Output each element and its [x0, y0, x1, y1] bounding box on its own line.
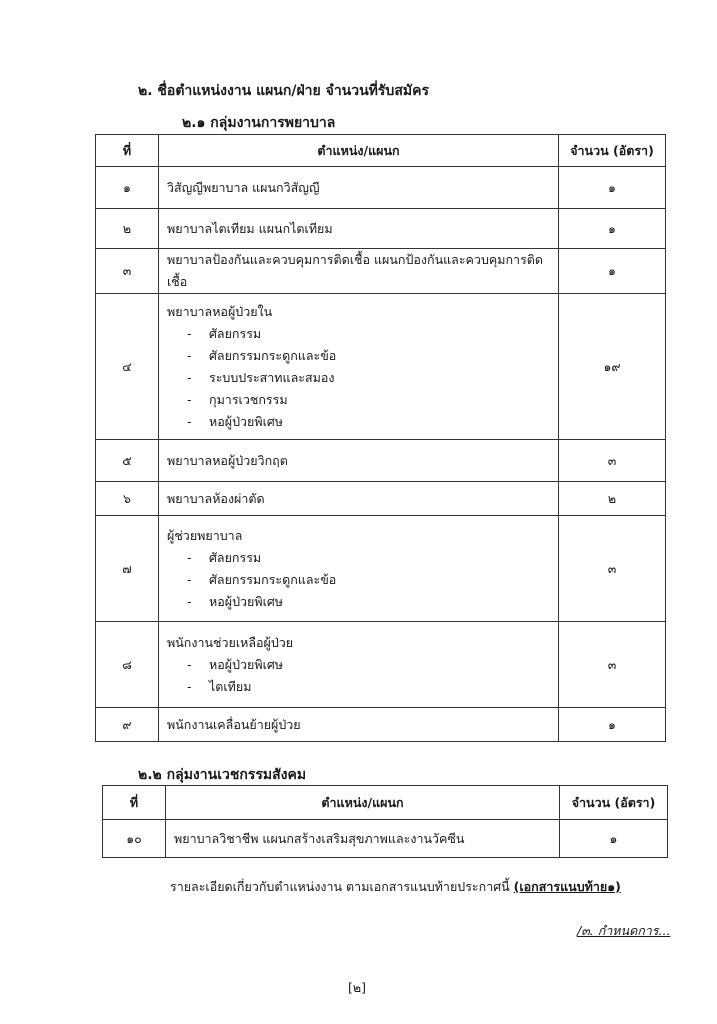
sub-department-label: ศัลยกรรมกระดูกและข้อ — [209, 571, 337, 587]
table-row — [96, 622, 666, 708]
table-row — [96, 294, 666, 440]
sub-department-list — [167, 323, 550, 433]
sub-department-item — [187, 654, 550, 676]
bullet-dash: - — [187, 656, 192, 672]
bullet-dash: - — [187, 325, 192, 341]
table-row — [96, 249, 666, 294]
bullet-dash: - — [187, 369, 192, 385]
row-count: ๑ — [559, 708, 666, 742]
row-position — [159, 622, 559, 708]
sub-department-item — [187, 345, 550, 367]
position-title: พนักงานช่วยเหลือผู้ป่วย — [167, 634, 294, 650]
row-number: ๒ — [96, 209, 159, 249]
table-row — [96, 440, 666, 482]
row-count: ๑๙ — [559, 294, 666, 440]
row-number: ๑๐ — [103, 820, 166, 858]
row-number: ๑ — [96, 167, 159, 209]
sub-department-item — [187, 547, 550, 569]
bullet-dash: - — [187, 571, 192, 587]
table-row — [96, 167, 666, 209]
sub-department-item — [187, 676, 550, 698]
position-title: พยาบาลห้องผ่าตัด — [167, 490, 265, 506]
table-row — [96, 516, 666, 622]
row-number: ๖ — [96, 482, 159, 516]
row-count: ๑ — [559, 167, 666, 209]
table-row — [103, 820, 668, 858]
bullet-dash: - — [187, 347, 192, 363]
bullet-dash: - — [187, 413, 192, 429]
row-count: ๑ — [560, 820, 668, 858]
row-position — [159, 440, 559, 482]
details-note — [170, 877, 621, 897]
sub-department-label: ไตเทียม — [209, 678, 252, 694]
sub-department-item — [187, 569, 550, 591]
sub-department-item — [187, 367, 550, 389]
position-title: วิสัญญีพยาบาล แผนกวิสัญญี — [167, 179, 320, 195]
row-count: ๓ — [559, 516, 666, 622]
sub-department-label: หอผู้ป่วยพิเศษ — [209, 656, 284, 672]
table-row — [96, 708, 666, 742]
sub-department-list — [167, 654, 550, 698]
table-header-row — [103, 786, 668, 820]
row-position — [159, 482, 559, 516]
bullet-dash: - — [187, 678, 192, 694]
positions-table-nursing — [95, 134, 666, 742]
attachment-reference: (เอกสารแนบท้าย๑) — [513, 879, 621, 894]
header-no: ที่ — [103, 786, 166, 820]
next-page-continuation: /๓. กำหนดการ... — [577, 923, 671, 938]
row-number: ๕ — [96, 440, 159, 482]
sub-department-label: กุมารเวชกรรม — [209, 391, 288, 407]
row-count: ๑ — [559, 249, 666, 294]
header-count: จำนวน (อัตรา) — [560, 786, 668, 820]
sub-department-item — [187, 411, 550, 433]
bullet-dash: - — [187, 549, 192, 565]
position-title: พยาบาลป้องกันและควบคุมการติดเชื้อ แผนกป้องกันและควบคุมการติดเชื้อ — [167, 252, 544, 289]
sub-department-item — [187, 323, 550, 345]
position-title: พยาบาลไตเทียม แผนกไตเทียม — [167, 220, 333, 236]
header-no: ที่ — [96, 135, 159, 167]
row-count: ๓ — [559, 622, 666, 708]
position-title: พนักงานเคลื่อนย้ายผู้ป่วย — [167, 716, 301, 732]
sub-department-label: ระบบประสาทและสมอง — [209, 369, 335, 385]
header-count: จำนวน (อัตรา) — [559, 135, 666, 167]
row-count: ๓ — [559, 440, 666, 482]
table-row — [96, 482, 666, 516]
bullet-dash: - — [187, 593, 192, 609]
row-position — [159, 294, 559, 440]
row-position — [159, 209, 559, 249]
table-row — [96, 209, 666, 249]
page-number: [๒] — [348, 980, 366, 995]
sub-department-item — [187, 591, 550, 613]
header-position: ตำแหน่ง/แผนก — [159, 135, 559, 167]
row-position — [166, 820, 560, 858]
position-title: ผู้ช่วยพยาบาล — [167, 527, 243, 543]
row-number: ๓ — [96, 249, 159, 294]
header-position: ตำแหน่ง/แผนก — [166, 786, 560, 820]
row-number: ๗ — [96, 516, 159, 622]
sub-department-label: ศัลยกรรมกระดูกและข้อ — [209, 347, 337, 363]
sub-department-label: หอผู้ป่วยพิเศษ — [209, 413, 284, 429]
section-title: ๒. ชื่อตำแหน่งงาน แผนก/ฝ่าย จำนวนที่รับสมัคร — [138, 83, 429, 99]
group1-title: ๒.๑ กลุ่มงานการพยาบาล — [182, 115, 336, 131]
row-position — [159, 249, 559, 294]
sub-department-label: หอผู้ป่วยพิเศษ — [209, 593, 284, 609]
sub-department-label: ศัลยกรรม — [209, 325, 262, 341]
row-position — [159, 516, 559, 622]
position-title: พยาบาลหอผู้ป่วยวิกฤต — [167, 452, 288, 468]
sub-department-item — [187, 389, 550, 411]
row-number: ๘ — [96, 622, 159, 708]
row-position — [159, 708, 559, 742]
bullet-dash: - — [187, 391, 192, 407]
row-number: ๙ — [96, 708, 159, 742]
group2-title: ๒.๒ กลุ่มงานเวชกรรมสังคม — [138, 767, 307, 783]
sub-department-label: ศัลยกรรม — [209, 549, 262, 565]
position-title: พยาบาลหอผู้ป่วยใน — [167, 303, 273, 319]
table-header-row — [96, 135, 666, 167]
row-number: ๔ — [96, 294, 159, 440]
details-note-text: รายละเอียดเกี่ยวกับตำแหน่งงาน ตามเอกสารแนบท้ายประกาศนี้ — [170, 879, 514, 894]
positions-table-social-medicine — [102, 785, 668, 858]
row-position — [159, 167, 559, 209]
row-count: ๑ — [559, 209, 666, 249]
sub-department-list — [167, 547, 550, 613]
position-title: พยาบาลวิชาชีพ แผนกสร้างเสริมสุขภาพและงานวัคซีน — [174, 830, 465, 846]
row-count: ๒ — [559, 482, 666, 516]
